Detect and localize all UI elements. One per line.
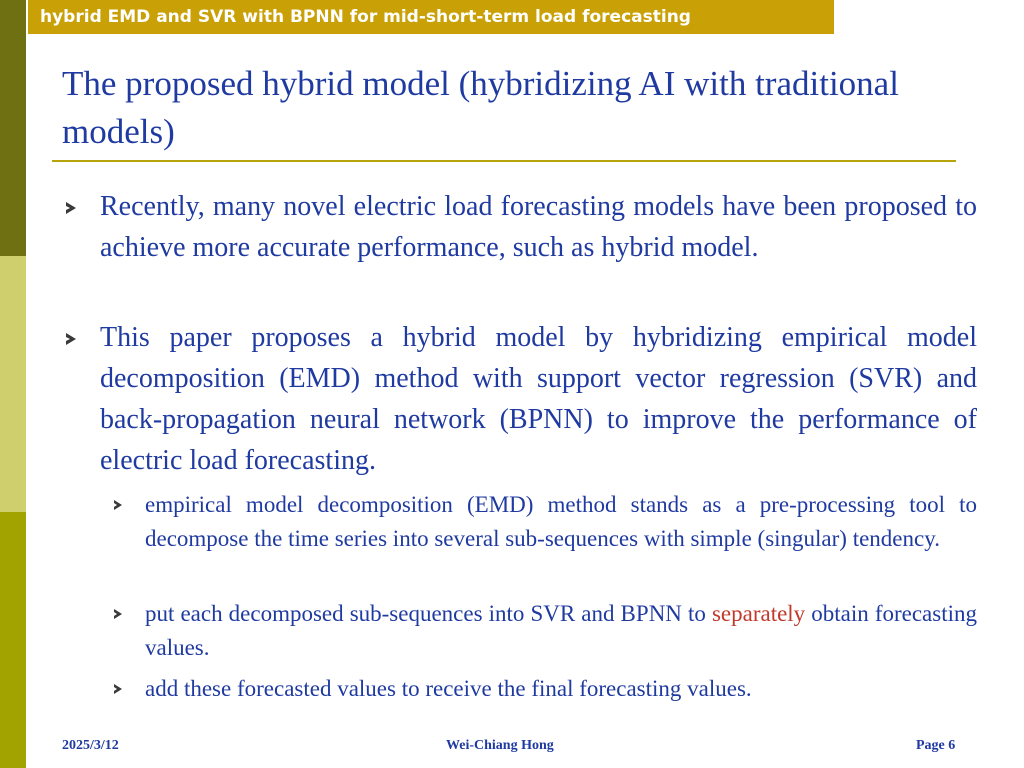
sub-bullet-emd: empirical model decomposition (EMD) method stands as a pre-processing tool to decompose the time series into several sub-sequences with simple (singular) tendency. (145, 492, 977, 551)
arrow-bullet-icon (114, 609, 122, 619)
sub-bullet-text-before: put each decomposed sub-sequences into SVR and BPNN to (145, 601, 712, 626)
footer-date: 2025/3/12 (62, 738, 119, 753)
footer-author: Wei-Chiang Hong (446, 738, 554, 753)
title-divider (52, 160, 956, 162)
header-banner: hybrid EMD and SVR with BPNN for mid-short-term load forecasting (28, 0, 834, 34)
arrow-bullet-icon (66, 333, 76, 345)
bullet-recently: Recently, many novel electric load forecasting models have been proposed to achieve more accurate performance, such as hybrid model. (100, 191, 977, 263)
arrow-bullet-icon (114, 684, 122, 694)
sidebar-stripe-middle (0, 256, 26, 512)
slide-title: The proposed hybrid model (hybridizing AI with traditional models) (62, 64, 899, 151)
arrow-bullet-icon (114, 500, 122, 510)
sub-bullet-svr-bpnn (145, 597, 977, 665)
sidebar-stripe-bottom (0, 512, 26, 768)
bullet-this-paper: This paper proposes a hybrid model by hybridizing empirical model decomposition (EMD) method with support vector regression (SVR) and back-propagation neural network (BPNN) to improve the performance of electric load forecasting. (100, 322, 977, 476)
sidebar-stripe-top (0, 0, 26, 256)
footer-page-number: Page 6 (916, 738, 956, 753)
sub-bullet-text-after: obtain forecasting values. (145, 601, 977, 660)
sub-bullet-add-values: add these forecasted values to receive the final forecasting values. (145, 676, 752, 701)
arrow-bullet-icon (66, 202, 76, 214)
separately-highlight: separately (711, 601, 806, 626)
